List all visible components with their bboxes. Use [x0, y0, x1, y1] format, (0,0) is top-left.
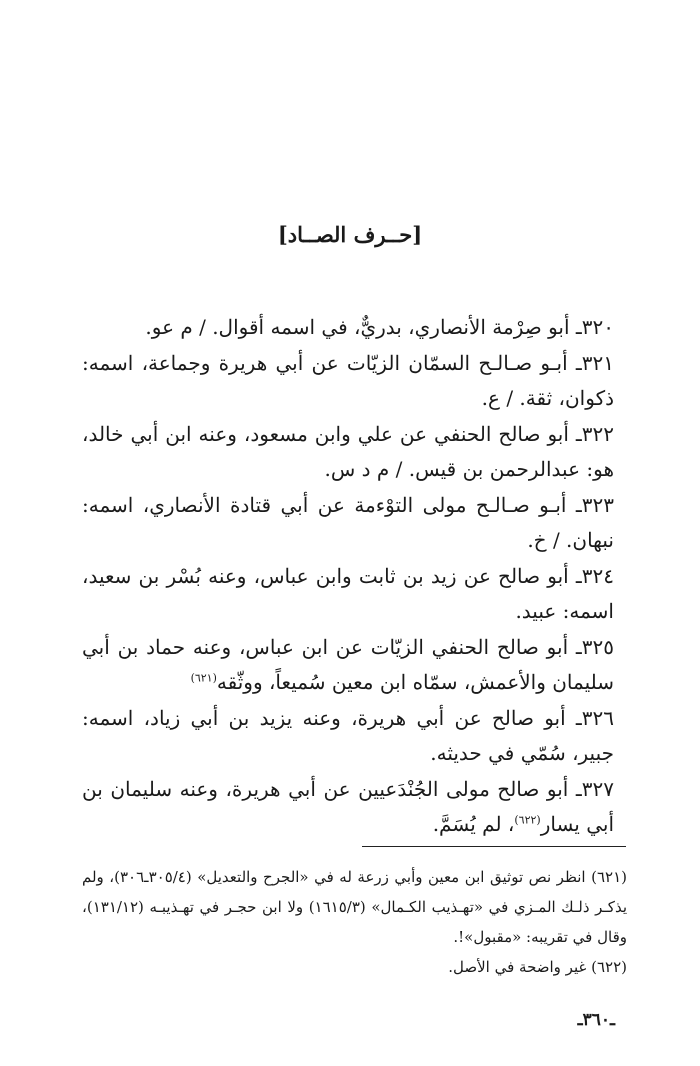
footnote-622: (٦٢٢) غير واضحة في الأصل.	[448, 958, 627, 976]
entry-text: ٣٢٦ـ أبو صالح عن أبي هريرة، وعنه يزيد بن أبي زياد، اسمه: جبير، سُمّي في حديثه.	[82, 705, 614, 765]
entry-text: ٣٢٧ـ أبو صالح مولى الجُنْدَعيين عن أبي هريرة، وعنه سليمان بن أبي يسار	[82, 776, 614, 836]
entry-text: ٣٢٣ـ أبـو صـالـح مولى التوْءمة عن أبي قتادة الأنصاري، اسمه: نبهان. / خ.	[82, 492, 614, 552]
entry-320	[82, 310, 614, 346]
entry-326	[82, 701, 614, 772]
entry-text: ٣٢٠ـ أبو صِرْمة الأنصاري، بدريٌّ، في اسمه أقوال. / م عو.	[145, 315, 614, 339]
entry-323	[82, 488, 614, 559]
entry-322	[82, 417, 614, 488]
entry-text: ٣٢٤ـ أبو صالح عن زيد بن ثابت وابن عباس، وعنه بُسْر بن سعيد، اسمه: عبيد.	[82, 563, 614, 623]
entry-324	[82, 559, 614, 630]
footnote-reference-621[interactable]: (٦٢١)	[190, 671, 217, 685]
entry-321	[82, 346, 614, 417]
entry-text: ٣٢٥ـ أبو صالح الحنفي الزيّات عن ابن عباس، وعنه حماد بن أبي سليمان والأعمش، سمّاه ابن معين سُميعاً، ووثّقه	[82, 634, 614, 694]
footnotes	[82, 862, 627, 982]
entries-list	[82, 310, 614, 843]
page-number: ـ٣٦٠ـ	[577, 1010, 615, 1030]
footnote-divider	[362, 846, 626, 847]
entry-text: ٣٢٢ـ أبو صالح الحنفي عن علي وابن مسعود، وعنه ابن أبي خالد، هو: عبدالرحمن بن قيس. / م د س.	[82, 421, 614, 481]
entry-325	[82, 630, 614, 701]
entry-327	[82, 772, 614, 843]
footnote-621: (٦٢١) انظر نص توثيق ابن معين وأبي زرعة له في «الجرح والتعديل» (٣٠٥/٤ـ٣٠٦)، ولم يذكـر ذلـك المـزي في «تهـذيب الكـمال» (١٦١٥/٣) ولا ابن حجـر في تهـذيبـه (١٣١/١٢)، وقال في تقريبه: «مقبول»!.	[82, 868, 627, 946]
footnote-reference-622[interactable]: (٦٢٢)	[514, 813, 541, 827]
entry-text: ٣٢١ـ أبـو صـالـح السمّان الزيّات عن أبي هريرة وجماعة، اسمه: ذكوان، ثقة. / ع.	[82, 350, 614, 410]
section-heading: [حــرف الصــاد]	[277, 222, 423, 247]
entry-text-tail: ، لم يُسَمَّ.	[432, 812, 515, 836]
